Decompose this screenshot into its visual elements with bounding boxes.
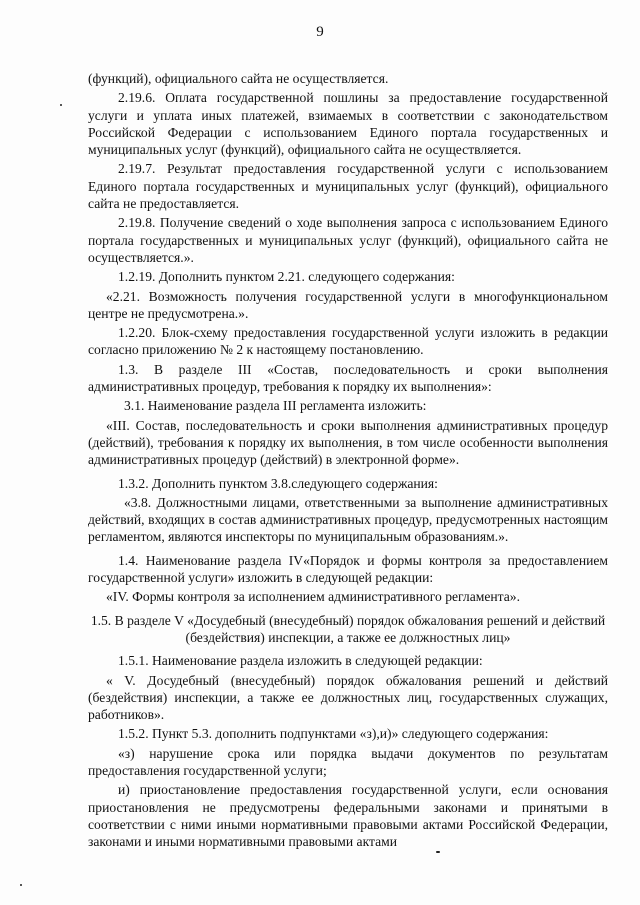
paragraph-1-5: 1.5. В разделе V «Досудебный (внесудебный) порядок обжалования решений и действий (бездействия) инспекции, а также ее должностных лиц»	[90, 612, 606, 645]
paragraph-quote-section-4: «IV. Формы контроля за исполнением административного регламента».	[106, 589, 520, 605]
paragraph-1-2-20: 1.2.20. Блок-схему предоставления государственной услуги изложить в редакции согласно приложению № 2 к настоящему постановлению.	[88, 325, 608, 358]
paragraph-quote-2-21: «2.21. Возможность получения государственной услуги в многофункциональном центре не предусмотрена.».	[88, 288, 608, 321]
paragraph-1-3-2: 1.3.2. Дополнить пунктом 3.8.следующего содержания:	[118, 475, 438, 491]
paragraph-1-4: 1.4. Наименование раздела IV«Порядок и формы контроля за предоставлением государственной услуги» изложить в следующей редакции:	[88, 552, 608, 586]
paragraph-2-19-8: 2.19.8. Получение сведений о ходе выполнения запроса с использованием Единого портала государственных и муниципальных услуг (функций), официального сайта не осуществляется.».	[88, 215, 608, 265]
paragraph-1-5-1: 1.5.1. Наименование раздела изложить в следующей редакции:	[118, 653, 483, 669]
page-number: 9	[316, 24, 324, 40]
paragraph-1-3: 1.3. В разделе III «Состав, последовательность и сроки выполнения административных процедур, требования к порядку их выполнения»:	[88, 361, 608, 395]
paragraph-1-5-2: 1.5.2. Пункт 5.3. дополнить подпунктами «з),и)» следующего содержания:	[118, 726, 549, 742]
scan-speck	[60, 104, 62, 106]
paragraph-2-19-6: 2.19.6. Оплата государственной пошлины за предоставление государственной услуги и уплата иных платежей, взимаемых в соответствии с законодательством Российской Федерации с использованием Единого портала государственных и муниципальных услуг (функций), официального сайта не осуществляется.	[88, 90, 608, 158]
scan-speck	[20, 884, 22, 886]
paragraph-quote-section-3: «III. Состав, последовательность и сроки выполнения административных процедур (действий), требования к порядку их выполнения, в том числе особенности выполнения административных процедур (действий) в электронной форме».	[88, 417, 608, 468]
paragraph-continuation: (функций), официального сайта не осуществляется.	[88, 71, 389, 86]
paragraph-2-19-7: 2.19.7. Результат предоставления государственной услуги с использованием Единого портала государственных и муниципальных услуг (функций), официального сайта не предоставляется.	[88, 161, 608, 212]
paragraph-subpoint-i: и) приостановление предоставления государственной услуги, если основания приостановления не предусмотрены федеральными законами и принятыми в соответствии с ними иными нормативными правовыми актами Российской Федерации, законами и иными нормативными правовыми актами	[88, 782, 608, 850]
paragraph-subpoint-z: «з) нарушение срока или порядка выдачи документов по результатам предоставления государственной услуги;	[88, 745, 608, 778]
paragraph-1-2-19: 1.2.19. Дополнить пунктом 2.21. следующего содержания:	[118, 269, 455, 285]
paragraph-3-1: 3.1. Наименование раздела III регламента изложить:	[124, 398, 427, 414]
scan-speck	[436, 851, 440, 853]
paragraph-quote-3-8: «3.8. Должностными лицами, ответственными за выполнение административных действий, входящих в состав административных процедур, предусмотренных настоящим регламентом, являются инспекторы по муниципальным образованиям.».	[88, 494, 608, 545]
paragraph-quote-section-5: « V. Досудебный (внесудебный) порядок обжалования решений и действий (бездействия) инспекции, а также ее должностных лиц, государственных служащих, работников».	[88, 672, 608, 723]
document-body	[88, 70, 608, 852]
